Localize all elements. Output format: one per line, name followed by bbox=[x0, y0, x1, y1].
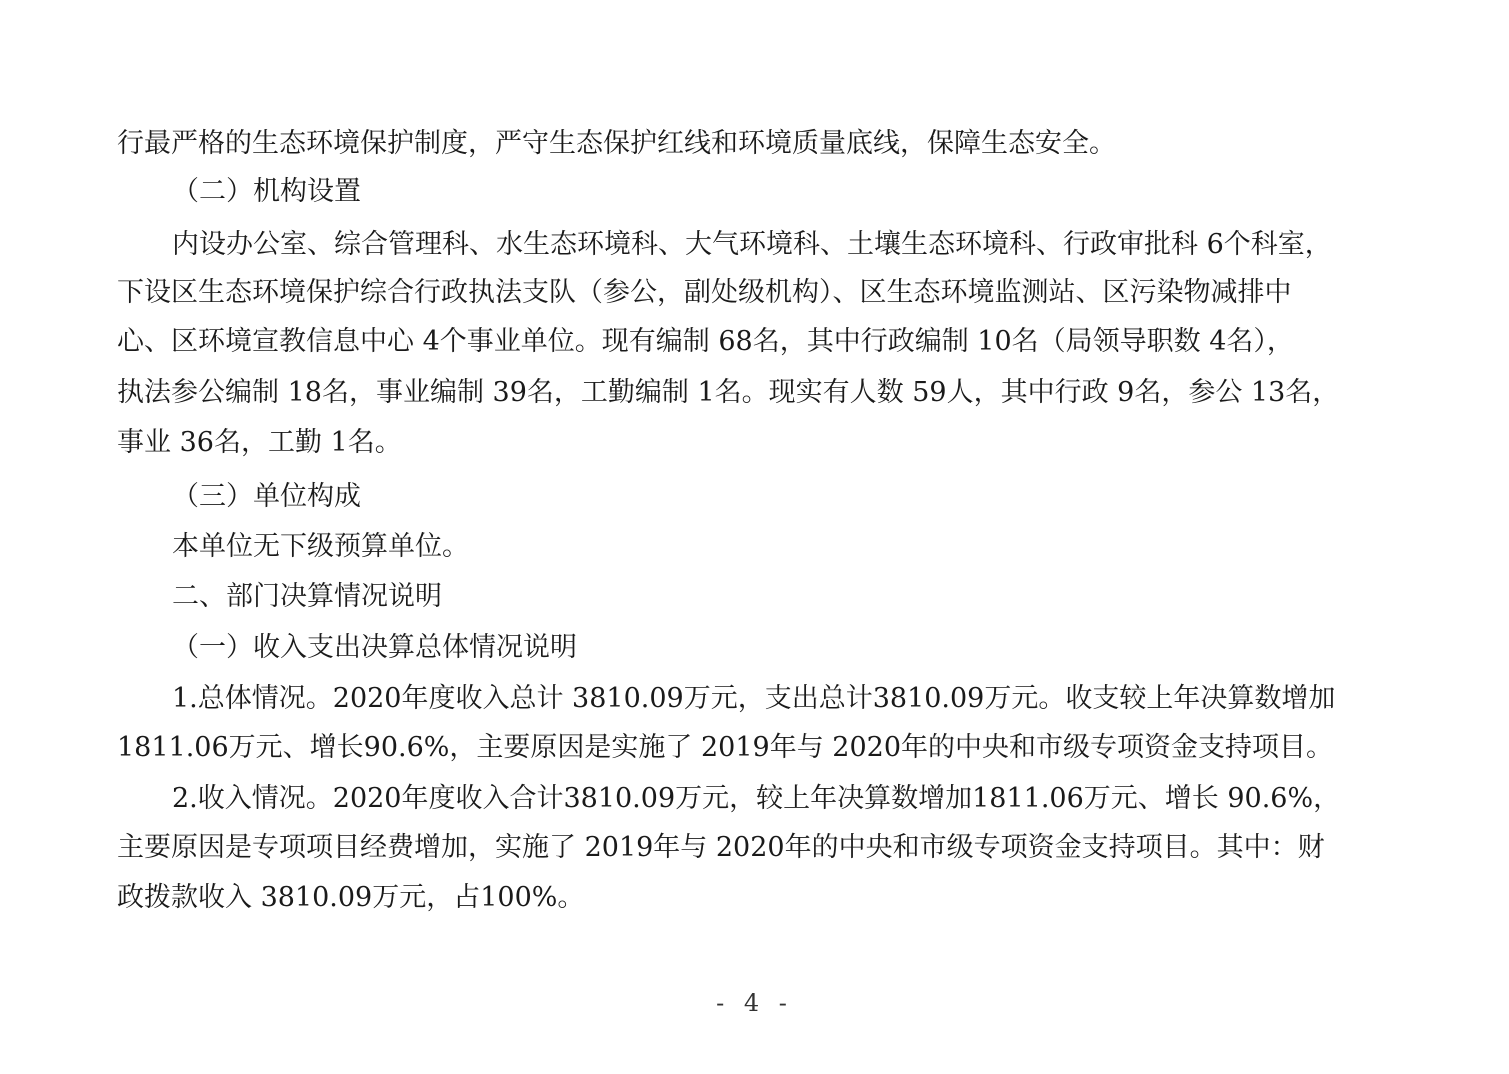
paragraph-line: 执法参公编制 18名，事业编制 39名，工勤编制 1名。现实有人数 59人，其中行政 9名，参公 13名， bbox=[117, 377, 1340, 408]
heading-unit-composition: （三）单位构成 bbox=[172, 481, 361, 512]
paragraph-line: 本单位无下级预算单位。 bbox=[172, 531, 469, 562]
paragraph-line: 事业 36名，工勤 1名。 bbox=[117, 427, 402, 458]
paragraph-line-continuation: 行最严格的生态环境保护制度，严守生态保护红线和环境质量底线，保障生态安全。 bbox=[117, 128, 1116, 159]
paragraph-line: 1.总体情况。2020年度收入总计 3810.09万元，支出总计3810.09万元。收支较上年决算数增加 bbox=[172, 683, 1336, 714]
paragraph-line: 主要原因是专项项目经费增加，实施了 2019年与 2020年的中央和市级专项资金支持项目。其中：财 bbox=[117, 832, 1325, 863]
page-number: - 4 - bbox=[716, 989, 793, 1017]
paragraph-line: 内设办公室、综合管理科、水生态环境科、大气环境科、土壤生态环境科、行政审批科 6个科室， bbox=[172, 229, 1332, 260]
heading-organization-setup: （二）机构设置 bbox=[172, 176, 361, 207]
heading-income-expenditure: （一）收入支出决算总体情况说明 bbox=[172, 632, 577, 663]
paragraph-line: 政拨款收入 3810.09万元，占100%。 bbox=[117, 882, 585, 913]
paragraph-line: 心、区环境宣教信息中心 4个事业单位。现有编制 68名，其中行政编制 10名（局领导职数 4名）， bbox=[117, 326, 1294, 357]
paragraph-line: 下设区生态环境保护综合行政执法支队（参公，副处级机构）、区生态环境监测站、区污染物减排中 bbox=[117, 277, 1292, 308]
heading-final-accounts: 二、部门决算情况说明 bbox=[172, 581, 442, 612]
paragraph-line: 2.收入情况。2020年度收入合计3810.09万元，较上年决算数增加1811.06万元、增长 90.6%， bbox=[172, 783, 1341, 814]
paragraph-line: 1811.06万元、增长90.6%，主要原因是实施了 2019年与 2020年的中央和市级专项资金支持项目。 bbox=[117, 732, 1334, 763]
